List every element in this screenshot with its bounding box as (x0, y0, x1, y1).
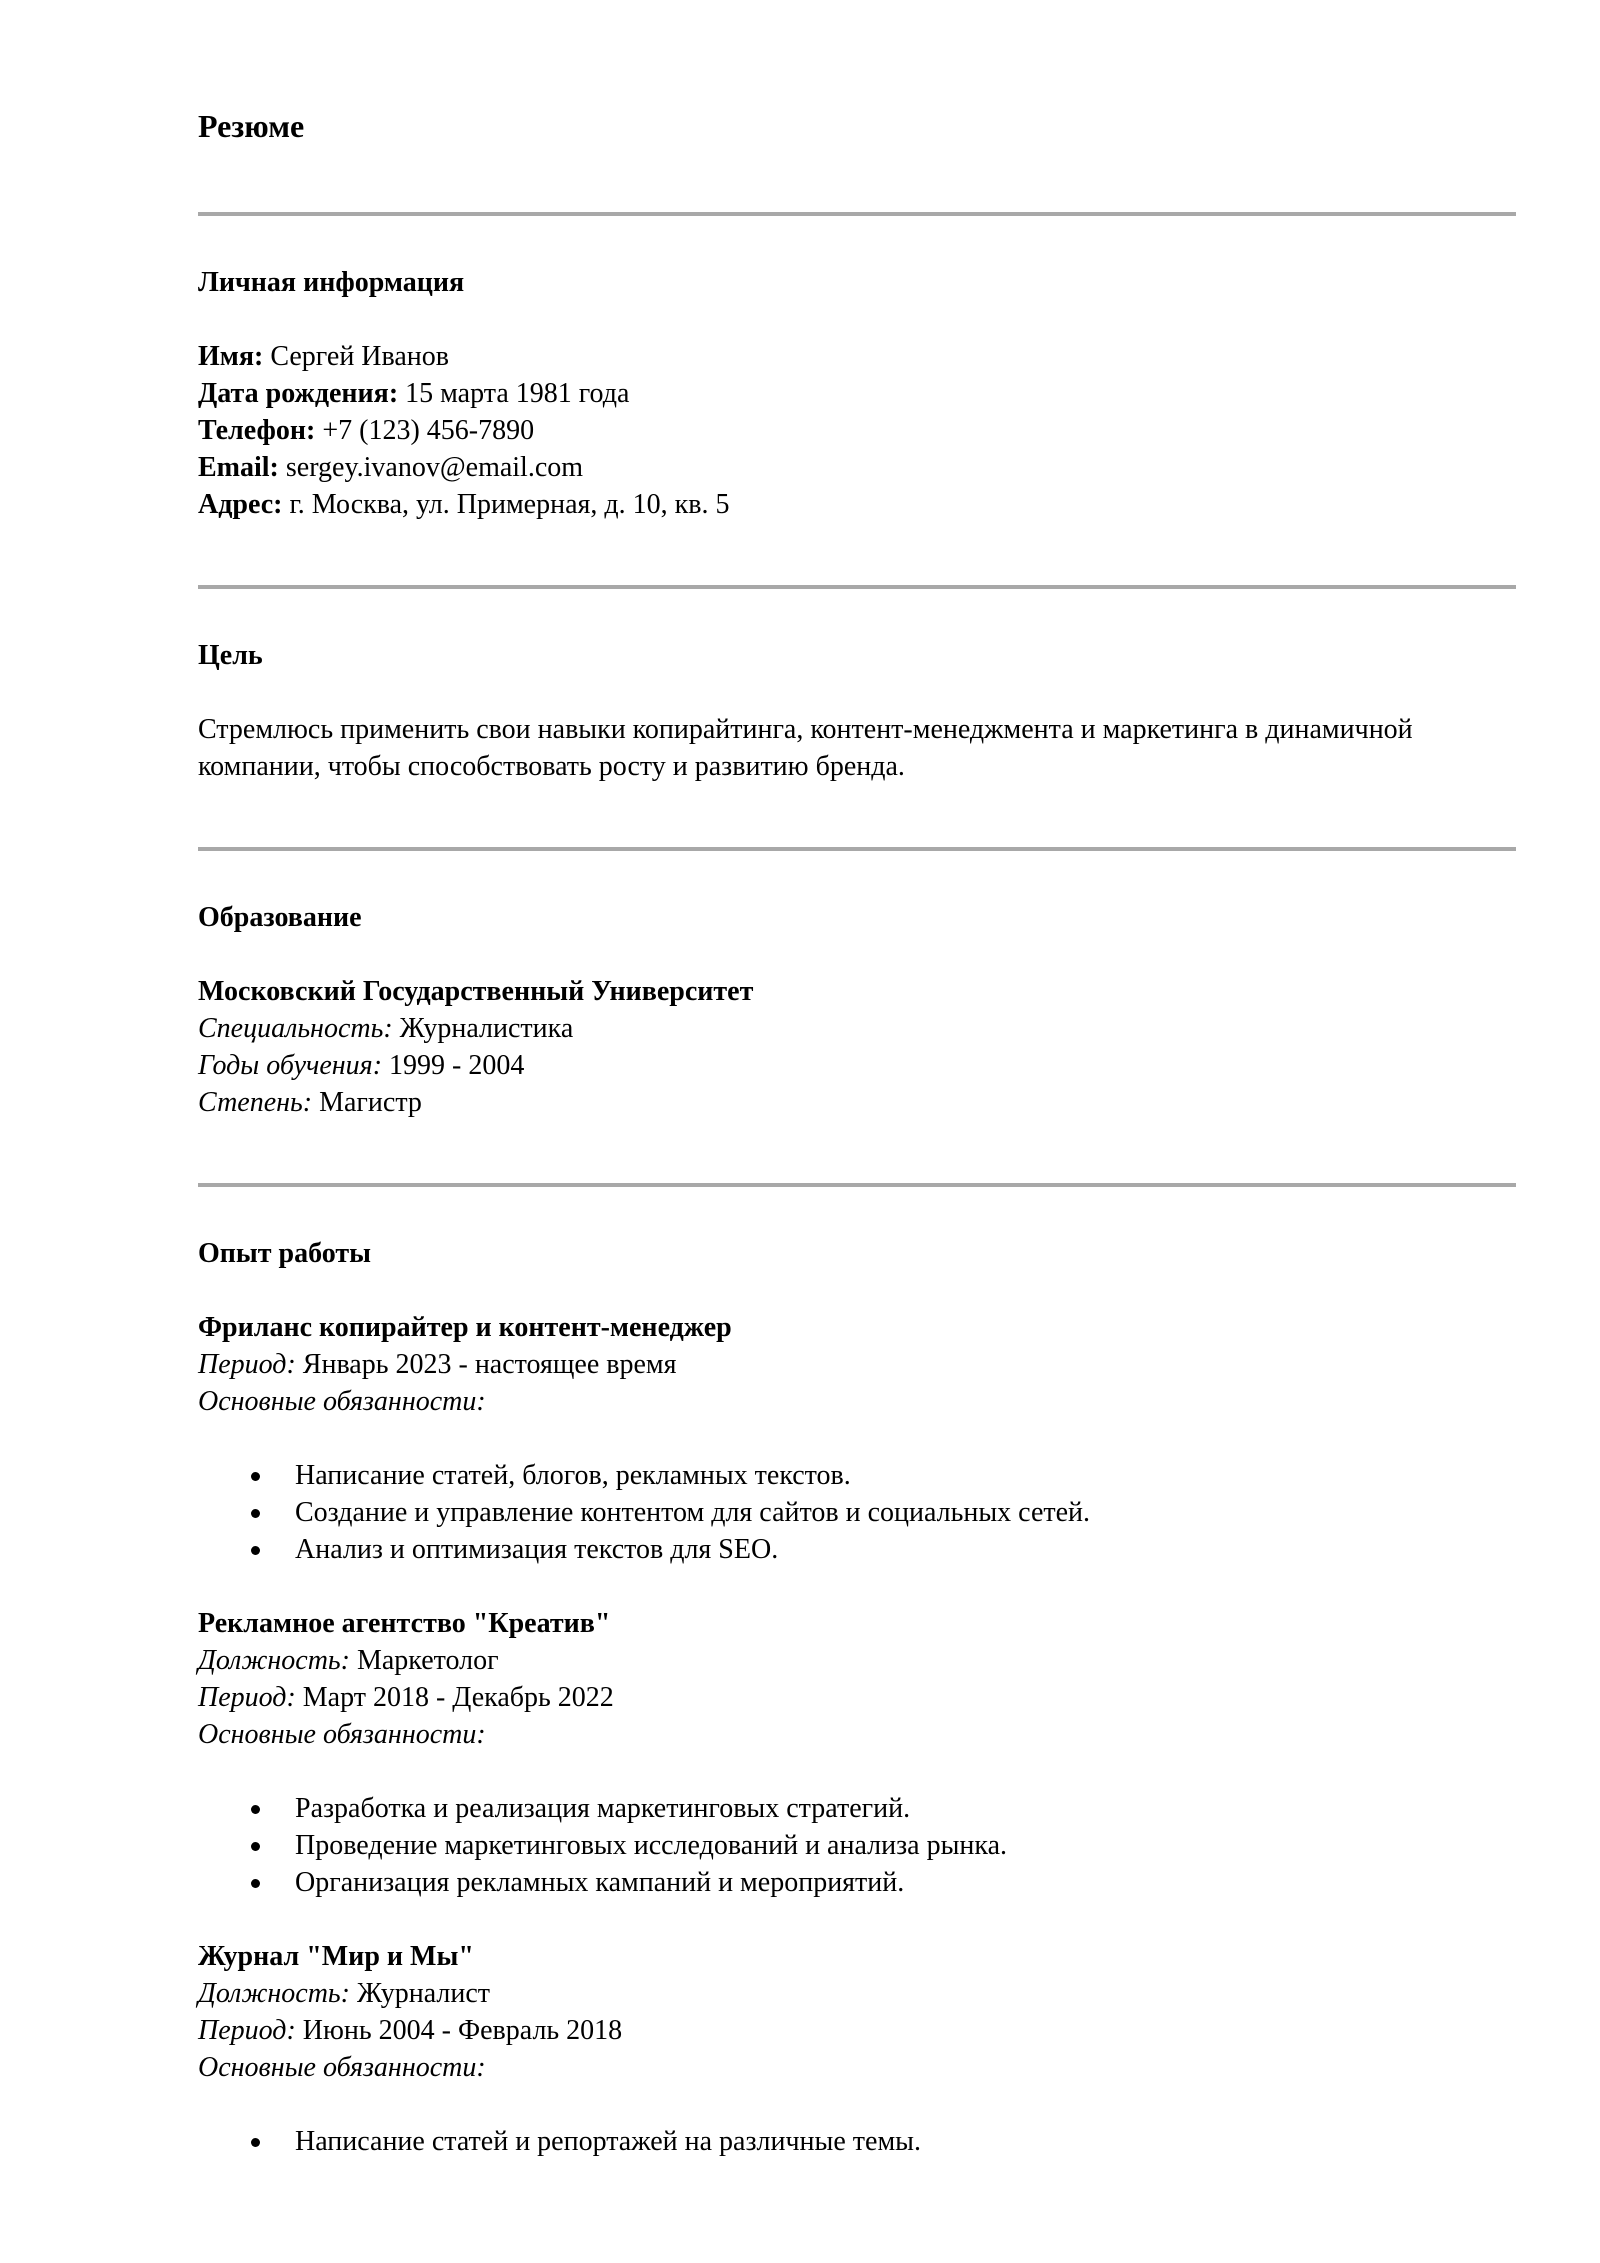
field-value: 1999 - 2004 (389, 1050, 525, 1081)
experience-section (198, 1235, 1516, 2197)
page-title: Резюме (198, 108, 305, 144)
field-value: sergey.ivanov@email.com (285, 452, 584, 483)
section-heading: Личная информация (198, 267, 465, 298)
duties-list (198, 1457, 1516, 1568)
job-entry (198, 1938, 1516, 2160)
position-row (198, 1975, 1516, 2012)
period-row (198, 2012, 1516, 2049)
list-item: Написание статей, блогов, рекламных текстов. (198, 1457, 1516, 1494)
phone-row (198, 412, 1516, 449)
field-label: Период: (198, 2015, 296, 2046)
field-label: Годы обучения: (198, 1050, 383, 1081)
job-title: Журнал "Мир и Мы" (198, 1941, 474, 1972)
divider (198, 1183, 1516, 1187)
field-value: Журналист (356, 1978, 490, 2009)
section-heading: Образование (198, 902, 362, 933)
duties-label: Основные обязанности: (198, 1719, 486, 1750)
section-heading: Опыт работы (198, 1238, 371, 1269)
job-title: Рекламное агентство "Креатив" (198, 1608, 611, 1639)
years-row (198, 1047, 1516, 1084)
institution-name: Московский Государственный Университет (198, 976, 754, 1007)
goal-section (198, 637, 1516, 785)
list-item: Организация рекламных кампаний и мероприятий. (198, 1864, 1516, 1901)
job-entry (198, 1605, 1516, 1901)
field-value: г. Москва, ул. Примерная, д. 10, кв. 5 (289, 489, 730, 520)
field-value: Июнь 2004 - Февраль 2018 (302, 2015, 623, 2046)
field-value: Журналистика (399, 1013, 574, 1044)
field-label: Адрес: (198, 489, 283, 520)
field-value: +7 (123) 456-7890 (322, 415, 535, 446)
section-heading: Цель (198, 640, 263, 671)
birthdate-row (198, 375, 1516, 412)
job-entry (198, 1309, 1516, 1568)
duties-list (198, 1790, 1516, 1901)
field-label: Должность: (198, 1978, 350, 2009)
field-label: Email: (198, 452, 279, 483)
specialty-row (198, 1010, 1516, 1047)
field-value: Январь 2023 - настоящее время (302, 1349, 677, 1380)
name-row (198, 338, 1516, 375)
position-row (198, 1642, 1516, 1679)
field-label: Специальность: (198, 1013, 393, 1044)
degree-row (198, 1084, 1516, 1121)
personal-info-section (198, 264, 1516, 523)
list-item: Анализ и оптимизация текстов для SEO. (198, 1531, 1516, 1568)
address-row (198, 486, 1516, 523)
field-label: Период: (198, 1349, 296, 1380)
duties-label: Основные обязанности: (198, 1386, 486, 1417)
divider (198, 847, 1516, 851)
list-item: Проведение маркетинговых исследований и анализа рынка. (198, 1827, 1516, 1864)
duties-list (198, 2123, 1516, 2160)
field-label: Имя: (198, 341, 264, 372)
divider (198, 585, 1516, 589)
list-item: Разработка и реализация маркетинговых стратегий. (198, 1790, 1516, 1827)
list-item: Создание и управление контентом для сайтов и социальных сетей. (198, 1494, 1516, 1531)
education-section (198, 899, 1516, 1121)
field-label: Должность: (198, 1645, 350, 1676)
list-item: Написание статей и репортажей на различные темы. (198, 2123, 1516, 2160)
field-label: Степень: (198, 1087, 313, 1118)
email-row (198, 449, 1516, 486)
goal-text: Стремлюсь применить свои навыки копирайтинга, контент-менеджмента и маркетинга в динамичной компании, чтобы способствовать росту и развитию бренда. (198, 714, 1413, 782)
field-value: Магистр (319, 1087, 422, 1118)
job-title: Фриланс копирайтер и контент-менеджер (198, 1312, 732, 1343)
field-value: Сергей Иванов (270, 341, 450, 372)
field-value: 15 марта 1981 года (405, 378, 630, 409)
field-label: Дата рождения: (198, 378, 399, 409)
divider (198, 212, 1516, 216)
field-label: Период: (198, 1682, 296, 1713)
period-row (198, 1346, 1516, 1383)
field-value: Маркетолог (356, 1645, 499, 1676)
field-label: Телефон: (198, 415, 316, 446)
period-row (198, 1679, 1516, 1716)
field-value: Март 2018 - Декабрь 2022 (302, 1682, 614, 1713)
duties-label: Основные обязанности: (198, 2052, 486, 2083)
